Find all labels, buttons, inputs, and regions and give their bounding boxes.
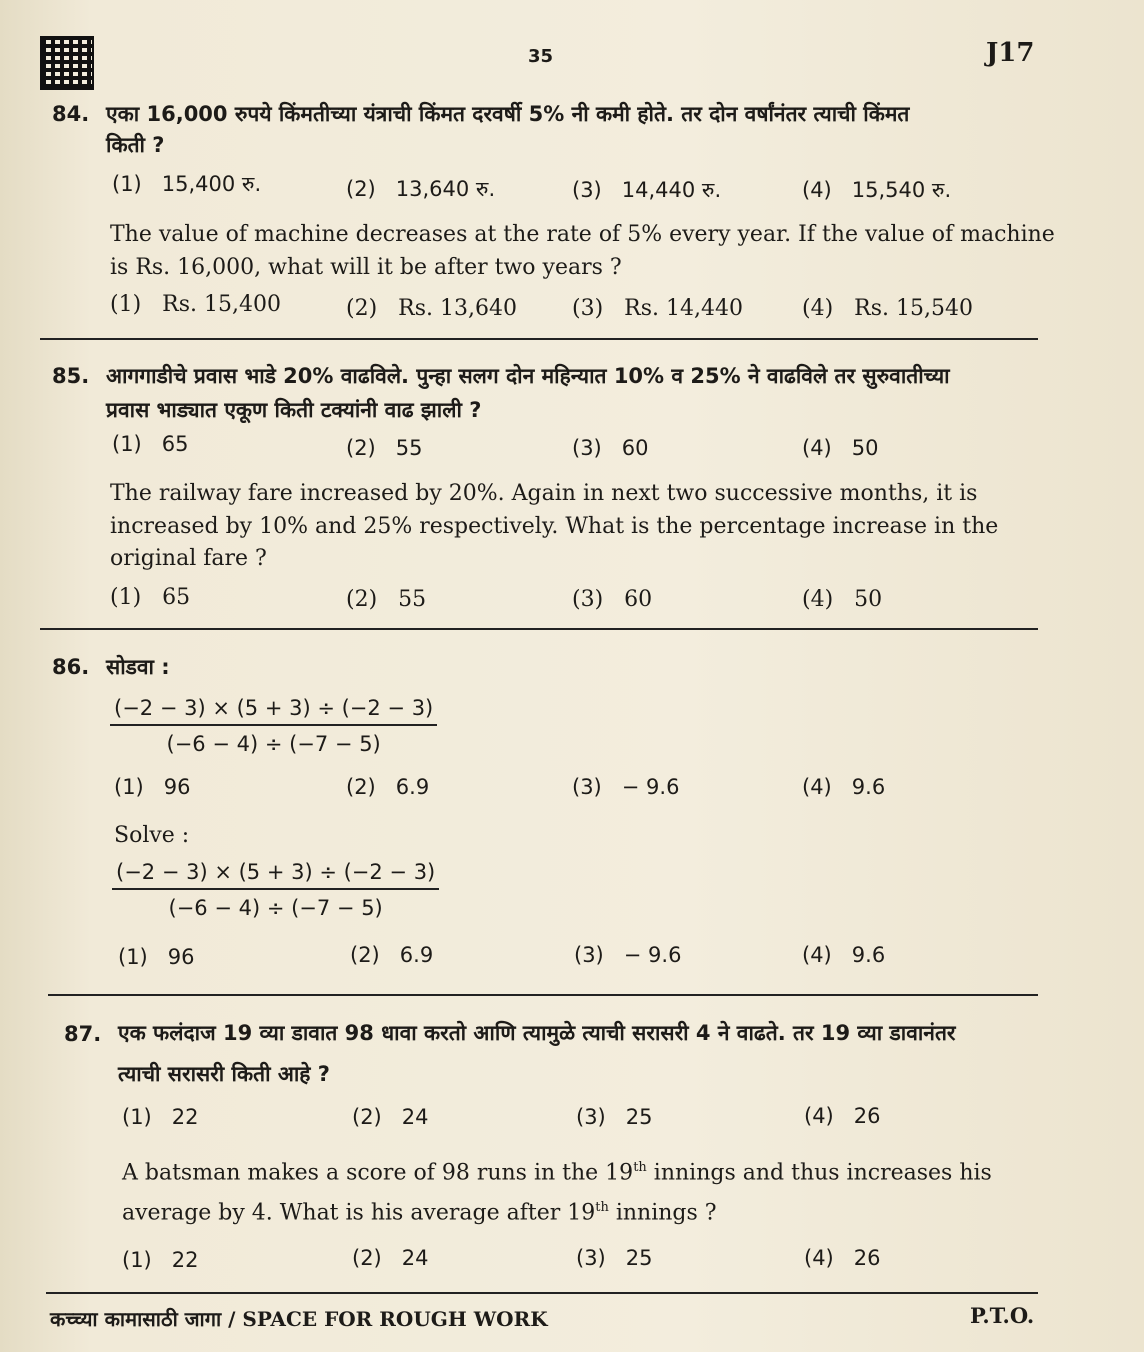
q86-en-option-4: (4) 9.6: [802, 943, 886, 967]
divider-85-86: [40, 628, 1038, 630]
q84-marathi-line2: किती ?: [106, 133, 165, 157]
q87-marathi-line2: त्याची सरासरी किती आहे ?: [118, 1062, 330, 1086]
q84-en-option-3: (3) Rs. 14,440: [572, 296, 743, 321]
pto-label: P.T.O.: [970, 1303, 1035, 1328]
q85-english-line2: increased by 10% and 25% respectively. What is the percentage increase in the: [110, 514, 999, 539]
q85-english-line3: original fare ?: [110, 546, 267, 571]
question-number-87: 87.: [64, 1022, 102, 1046]
q84-en-option-4: (4) Rs. 15,540: [802, 296, 973, 321]
q85-en-option-4: (4) 50: [802, 587, 883, 612]
q85-mr-option-1: (1) 65: [112, 432, 189, 456]
q86-mr-option-3: (3) − 9.6: [572, 775, 680, 799]
q84-mr-option-3: (3) 14,440 रु.: [572, 178, 722, 202]
question-number-85: 85.: [52, 364, 90, 388]
q87-mr-option-1: (1) 22: [122, 1105, 199, 1129]
q86-en-option-2: (2) 6.9: [350, 943, 434, 967]
q85-mr-option-3: (3) 60: [572, 436, 649, 460]
q87-english-line1: A batsman makes a score of 98 runs in the 19th innings and thus increases his: [122, 1160, 992, 1186]
q87-en-option-3: (3) 25: [576, 1246, 653, 1270]
q86-mr-option-1: (1) 96: [114, 775, 191, 799]
q86-denominator: (−6 − 4) ÷ (−7 − 5): [166, 732, 381, 756]
q84-mr-option-1: (1) 15,400 रु.: [112, 172, 262, 196]
q86-numerator-en: (−2 − 3) × (5 + 3) ÷ (−2 − 3): [112, 860, 439, 890]
q87-en-option-1: (1) 22: [122, 1248, 199, 1272]
rough-work-label: कच्च्या कामासाठी जागा / SPACE FOR ROUGH WORK: [50, 1307, 548, 1331]
q84-mr-option-4: (4) 15,540 रु.: [802, 178, 952, 202]
q85-marathi-line2: प्रवास भाड्यात एकूण किती टक्यांनी वाढ झाली ?: [106, 398, 482, 422]
q86-fraction-english: [112, 860, 439, 920]
q87-en-option-2: (2) 24: [352, 1246, 429, 1270]
q85-en-option-3: (3) 60: [572, 587, 653, 612]
q87-english-line2: average by 4. What is his average after 19th innings ?: [122, 1200, 717, 1226]
q86-en-option-1: (1) 96: [118, 945, 195, 969]
question-number-86: 86.: [52, 655, 90, 679]
q85-english-line1: The railway fare increased by 20%. Again in next two successive months, it is: [110, 481, 978, 506]
q85-marathi-line1: आगगाडीचे प्रवास भाडे 20% वाढविले. पुन्हा सलग दोन महिन्यात 10% व 25% ने वाढविले तर सुरुवातीच्या: [106, 364, 950, 388]
q84-english-line2: is Rs. 16,000, what will it be after two years ?: [110, 255, 622, 280]
q85-mr-option-2: (2) 55: [346, 436, 423, 460]
divider-86-87: [48, 994, 1038, 996]
q86-english-prompt: Solve :: [114, 823, 190, 848]
paper-code: J17: [986, 38, 1035, 68]
q87-en-option-4: (4) 26: [804, 1246, 881, 1270]
page-number: 35: [528, 46, 554, 67]
q84-en-option-1: (1) Rs. 15,400: [110, 292, 281, 317]
q87-mr-option-2: (2) 24: [352, 1105, 429, 1129]
q84-english-line1: The value of machine decreases at the rate of 5% every year. If the value of machine: [110, 222, 1055, 247]
q86-mr-option-4: (4) 9.6: [802, 775, 886, 799]
q84-marathi-line1: एका 16,000 रुपये किंमतीच्या यंत्राची किंमत दरवर्षी 5% नी कमी होते. तर दोन वर्षांनंतर त्याची किंमत: [106, 102, 910, 126]
datamatrix-code: [40, 36, 94, 90]
q85-en-option-2: (2) 55: [346, 587, 427, 612]
q86-marathi-prompt: सोडवा :: [106, 655, 170, 679]
q86-denominator-en: (−6 − 4) ÷ (−7 − 5): [168, 896, 383, 920]
q85-mr-option-4: (4) 50: [802, 436, 879, 460]
q86-mr-option-2: (2) 6.9: [346, 775, 430, 799]
q85-en-option-1: (1) 65: [110, 585, 191, 610]
q86-en-option-3: (3) − 9.6: [574, 943, 682, 967]
q87-mr-option-4: (4) 26: [804, 1104, 881, 1128]
divider-footer: [46, 1292, 1038, 1294]
question-number-84: 84.: [52, 102, 90, 126]
q87-mr-option-3: (3) 25: [576, 1105, 653, 1129]
q86-numerator: (−2 − 3) × (5 + 3) ÷ (−2 − 3): [110, 696, 437, 726]
divider-84-85: [40, 338, 1038, 340]
q84-mr-option-2: (2) 13,640 रु.: [346, 177, 496, 201]
q87-marathi-line1: एक फलंदाज 19 व्या डावात 98 धावा करतो आणि त्यामुळे त्याची सरासरी 4 ने वाढते. तर 19 व्या डावानंतर: [118, 1021, 956, 1045]
q84-en-option-2: (2) Rs. 13,640: [346, 296, 517, 321]
q86-fraction-marathi: [110, 696, 437, 756]
